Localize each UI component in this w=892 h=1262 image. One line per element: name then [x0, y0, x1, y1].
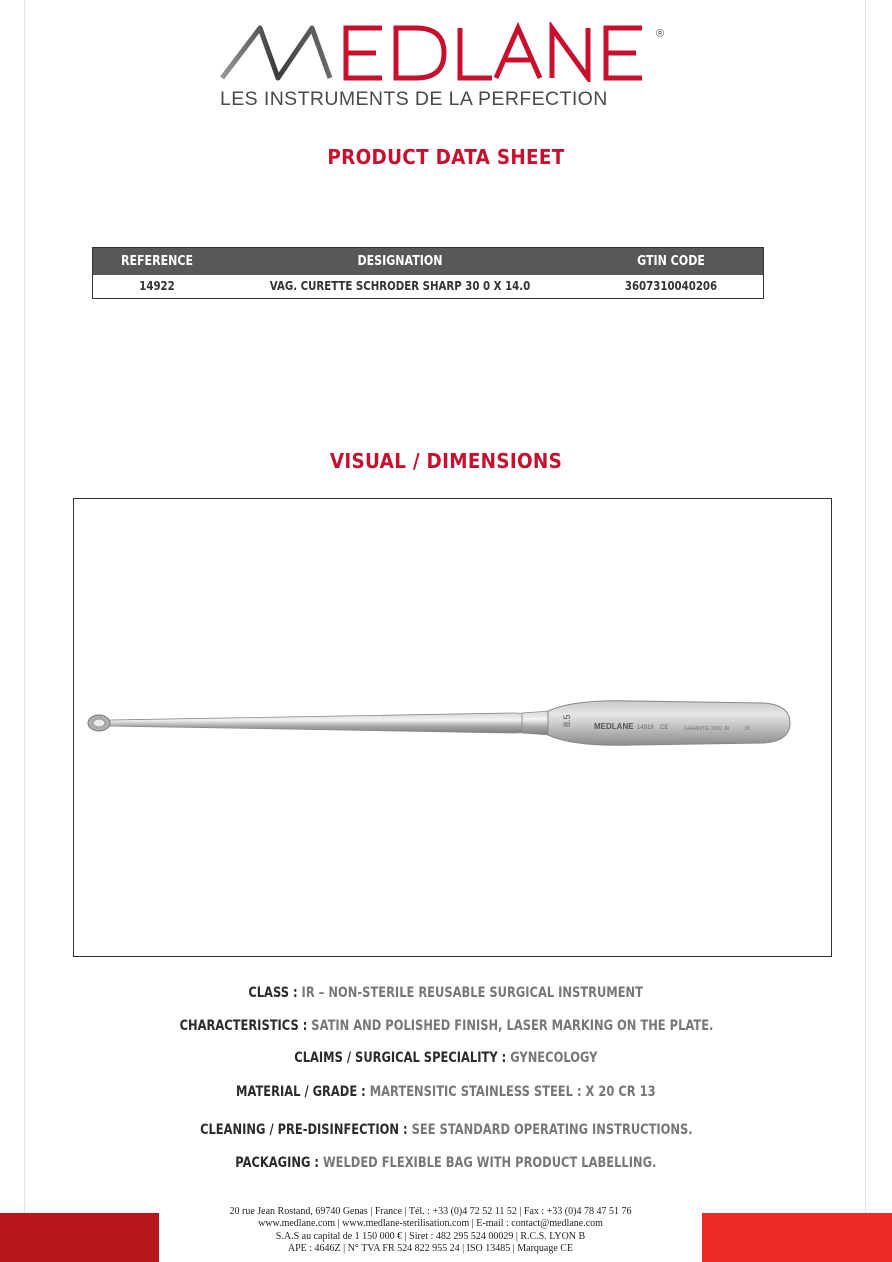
spec-cleaning — [0, 1122, 892, 1138]
reference-table — [92, 247, 764, 299]
header-gtin-code: GTIN CODE — [637, 254, 705, 269]
spec-label: PACKAGING : — [235, 1155, 324, 1171]
footer-bar-left — [0, 1213, 159, 1262]
table-header-row — [93, 248, 763, 275]
spec-material — [0, 1084, 892, 1100]
handle-ce-mark: CE — [660, 725, 669, 731]
handle-ref-mark: 14918 — [637, 725, 654, 731]
footer-address: 20 rue Jean Rostand, 69740 Genas | France | Tél. : +33 (0)4 72 52 11 52 | Fax : +33 (0)4 78 47 51 76 — [229, 1206, 632, 1217]
curette-instrument-image — [74, 499, 831, 956]
company-footer — [159, 1206, 702, 1256]
footer-bar-right — [702, 1213, 892, 1262]
footer-registration: APE : 4646Z | N° TVA FR 524 822 955 24 | ISO 13485 | Marquage CE — [287, 1243, 574, 1255]
handle-warranty-mark: GARANTIE 2000 JR — [684, 726, 730, 732]
spec-claims — [0, 1050, 892, 1066]
spec-class — [0, 985, 892, 1001]
spec-label: CHARACTERISTICS : — [179, 1018, 311, 1034]
footer-web: www.medlane.com | www.medlane-sterilisation.com | E-mail : contact@medlane.com — [258, 1218, 603, 1230]
handle-size-mark: 8.5 — [562, 714, 572, 727]
spec-value: SEE STANDARD OPERATING INSTRUCTIONS. — [411, 1122, 693, 1138]
brand-logo — [212, 22, 682, 117]
product-data-sheet-title: PRODUCT DATA SHEET — [327, 145, 565, 169]
brand-tagline: LES INSTRUMENTS DE LA PERFECTION — [220, 88, 608, 110]
table-row — [93, 275, 763, 297]
spec-value: IR – NON-STERILE REUSABLE SURGICAL INSTRUMENT — [301, 985, 644, 1001]
handle-brand-mark: MEDLANE — [594, 722, 634, 731]
product-image-frame — [73, 498, 832, 957]
spec-value: WELDED FLEXIBLE BAG WITH PRODUCT LABELLING. — [323, 1155, 657, 1171]
medlane-logo-icon — [212, 22, 652, 82]
registered-mark: ® — [656, 28, 665, 40]
spec-label: MATERIAL / GRADE : — [236, 1084, 370, 1100]
cell-gtin-code: 3607310040206 — [624, 279, 718, 293]
spec-value: MARTENSITIC STAINLESS STEEL : X 20 CR 13 — [369, 1084, 656, 1100]
spec-packaging — [0, 1155, 892, 1171]
cell-reference: 14922 — [139, 279, 175, 293]
spec-label: CLEANING / PRE-DISINFECTION : — [199, 1122, 412, 1138]
spec-characteristics — [0, 1018, 892, 1034]
spec-value: GYNECOLOGY — [510, 1050, 598, 1066]
cell-designation: VAG. CURETTE SCHRODER SHARP 30 0 X 14.0 — [269, 279, 531, 293]
spec-label: CLAIMS / SURGICAL SPECIALITY : — [294, 1050, 511, 1066]
handle-jk-mark: JK — [744, 726, 750, 732]
visual-dimensions-title: VISUAL / DIMENSIONS — [329, 449, 563, 473]
footer-company-info: S.A.S au capital de 1 150 000 € | Siret : 482 295 524 00029 | R.C.S. LYON B — [275, 1230, 586, 1242]
spec-label: CLASS : — [248, 985, 302, 1001]
header-designation: DESIGNATION — [357, 254, 443, 269]
spec-value: SATIN AND POLISHED FINISH, LASER MARKING ON THE PLATE. — [310, 1018, 713, 1034]
header-reference: REFERENCE — [120, 254, 194, 269]
